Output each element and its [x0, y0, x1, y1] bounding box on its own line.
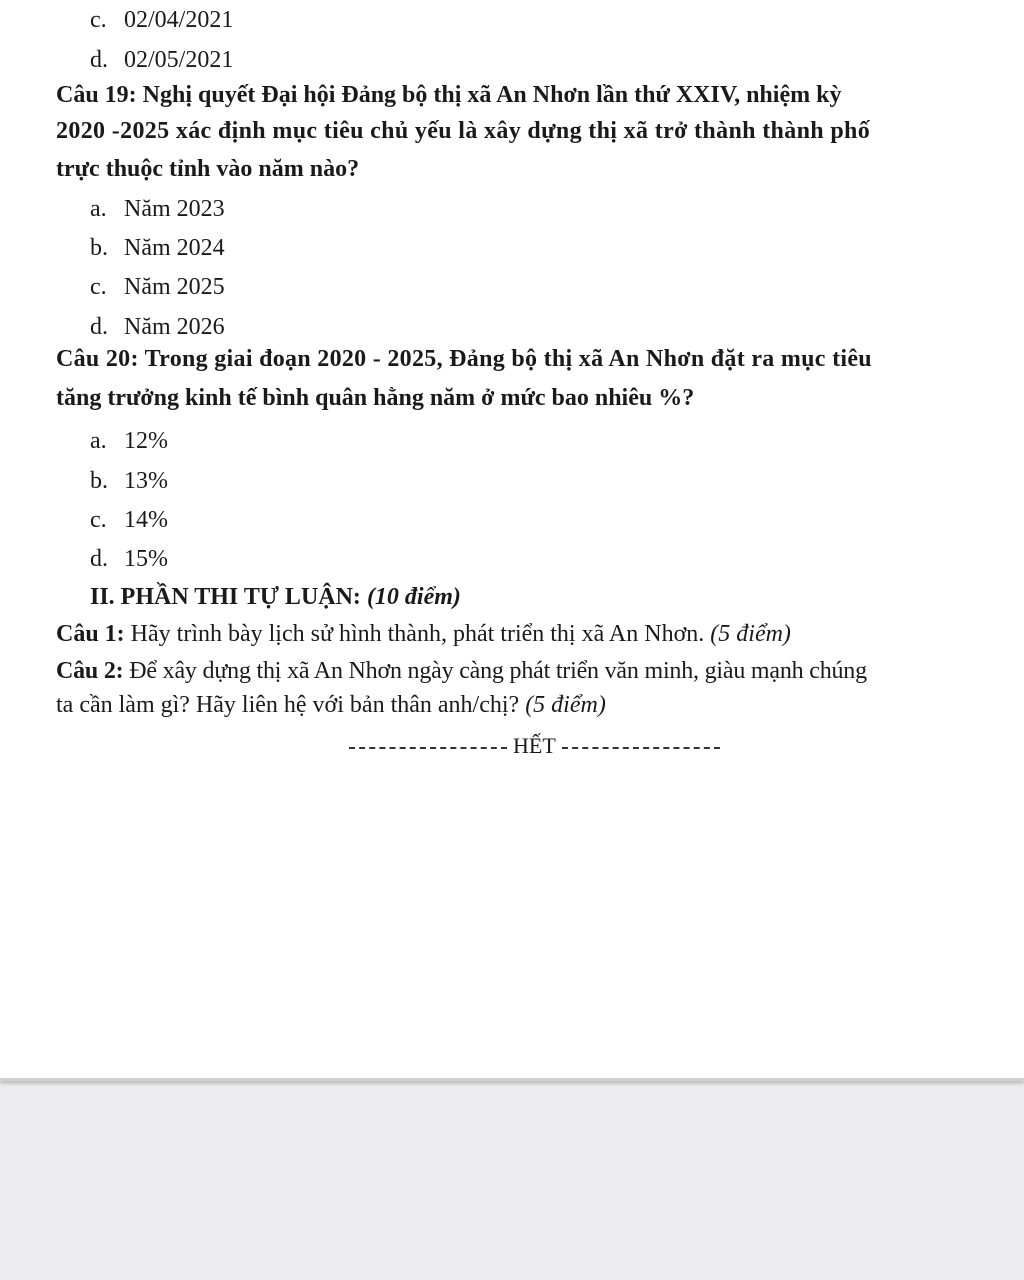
q20-option-c: c. 14% [90, 507, 168, 533]
prev-option-d: d. 02/05/2021 [90, 47, 234, 73]
q19-label: Câu 19: [56, 82, 137, 108]
section-2-title: II. PHẦN THI TỰ LUẬN: (10 điểm) [90, 584, 461, 610]
background-area [0, 1081, 1024, 1280]
dash-left [349, 747, 507, 749]
essay-q1-label: Câu 1: [56, 621, 125, 647]
essay-q2-line-1: Câu 2: Để xây dựng thị xã An Nhơn ngày càng phát triển văn minh, giàu mạnh chúng [56, 658, 867, 684]
q19-option-c: c. Năm 2025 [90, 274, 225, 300]
q19-option-d: d. Năm 2026 [90, 314, 225, 340]
q19-line-1: Câu 19: Nghị quyết Đại hội Đảng bộ thị xã An Nhơn lần thứ XXIV, nhiệm kỳ [56, 82, 842, 108]
q20-label: Câu 20: [56, 346, 139, 372]
essay-q2-line-2: ta cần làm gì? Hãy liên hệ với bản thân anh/chị? (5 điểm) [56, 692, 606, 718]
q20-line-1: Câu 20: Trong giai đoạn 2020 - 2025, Đảng bộ thị xã An Nhơn đặt ra mục tiêu [56, 346, 872, 372]
q20-option-a: a. 12% [90, 428, 168, 454]
essay-q2-label: Câu 2: [56, 658, 124, 684]
dash-right [562, 747, 720, 749]
essay-q1: Câu 1: Hãy trình bày lịch sử hình thành, phát triển thị xã An Nhơn. (5 điểm) [56, 621, 791, 647]
q20-line-2: tăng trưởng kinh tế bình quân hằng năm ở mức bao nhiêu %? [56, 385, 695, 411]
prev-option-c: c. 02/04/2021 [90, 7, 234, 33]
q20-option-b: b. 13% [90, 468, 168, 494]
q19-option-a: a. Năm 2023 [90, 196, 225, 222]
q19-line-3: trực thuộc tỉnh vào năm nào? [56, 156, 360, 182]
q20-option-d: d. 15% [90, 546, 168, 572]
end-mark: HẾT [343, 732, 726, 760]
q19-option-b: b. Năm 2024 [90, 235, 225, 261]
q19-line-2: 2020 -2025 xác định mục tiêu chủ yếu là xây dựng thị xã trở thành thành phố [56, 118, 871, 144]
